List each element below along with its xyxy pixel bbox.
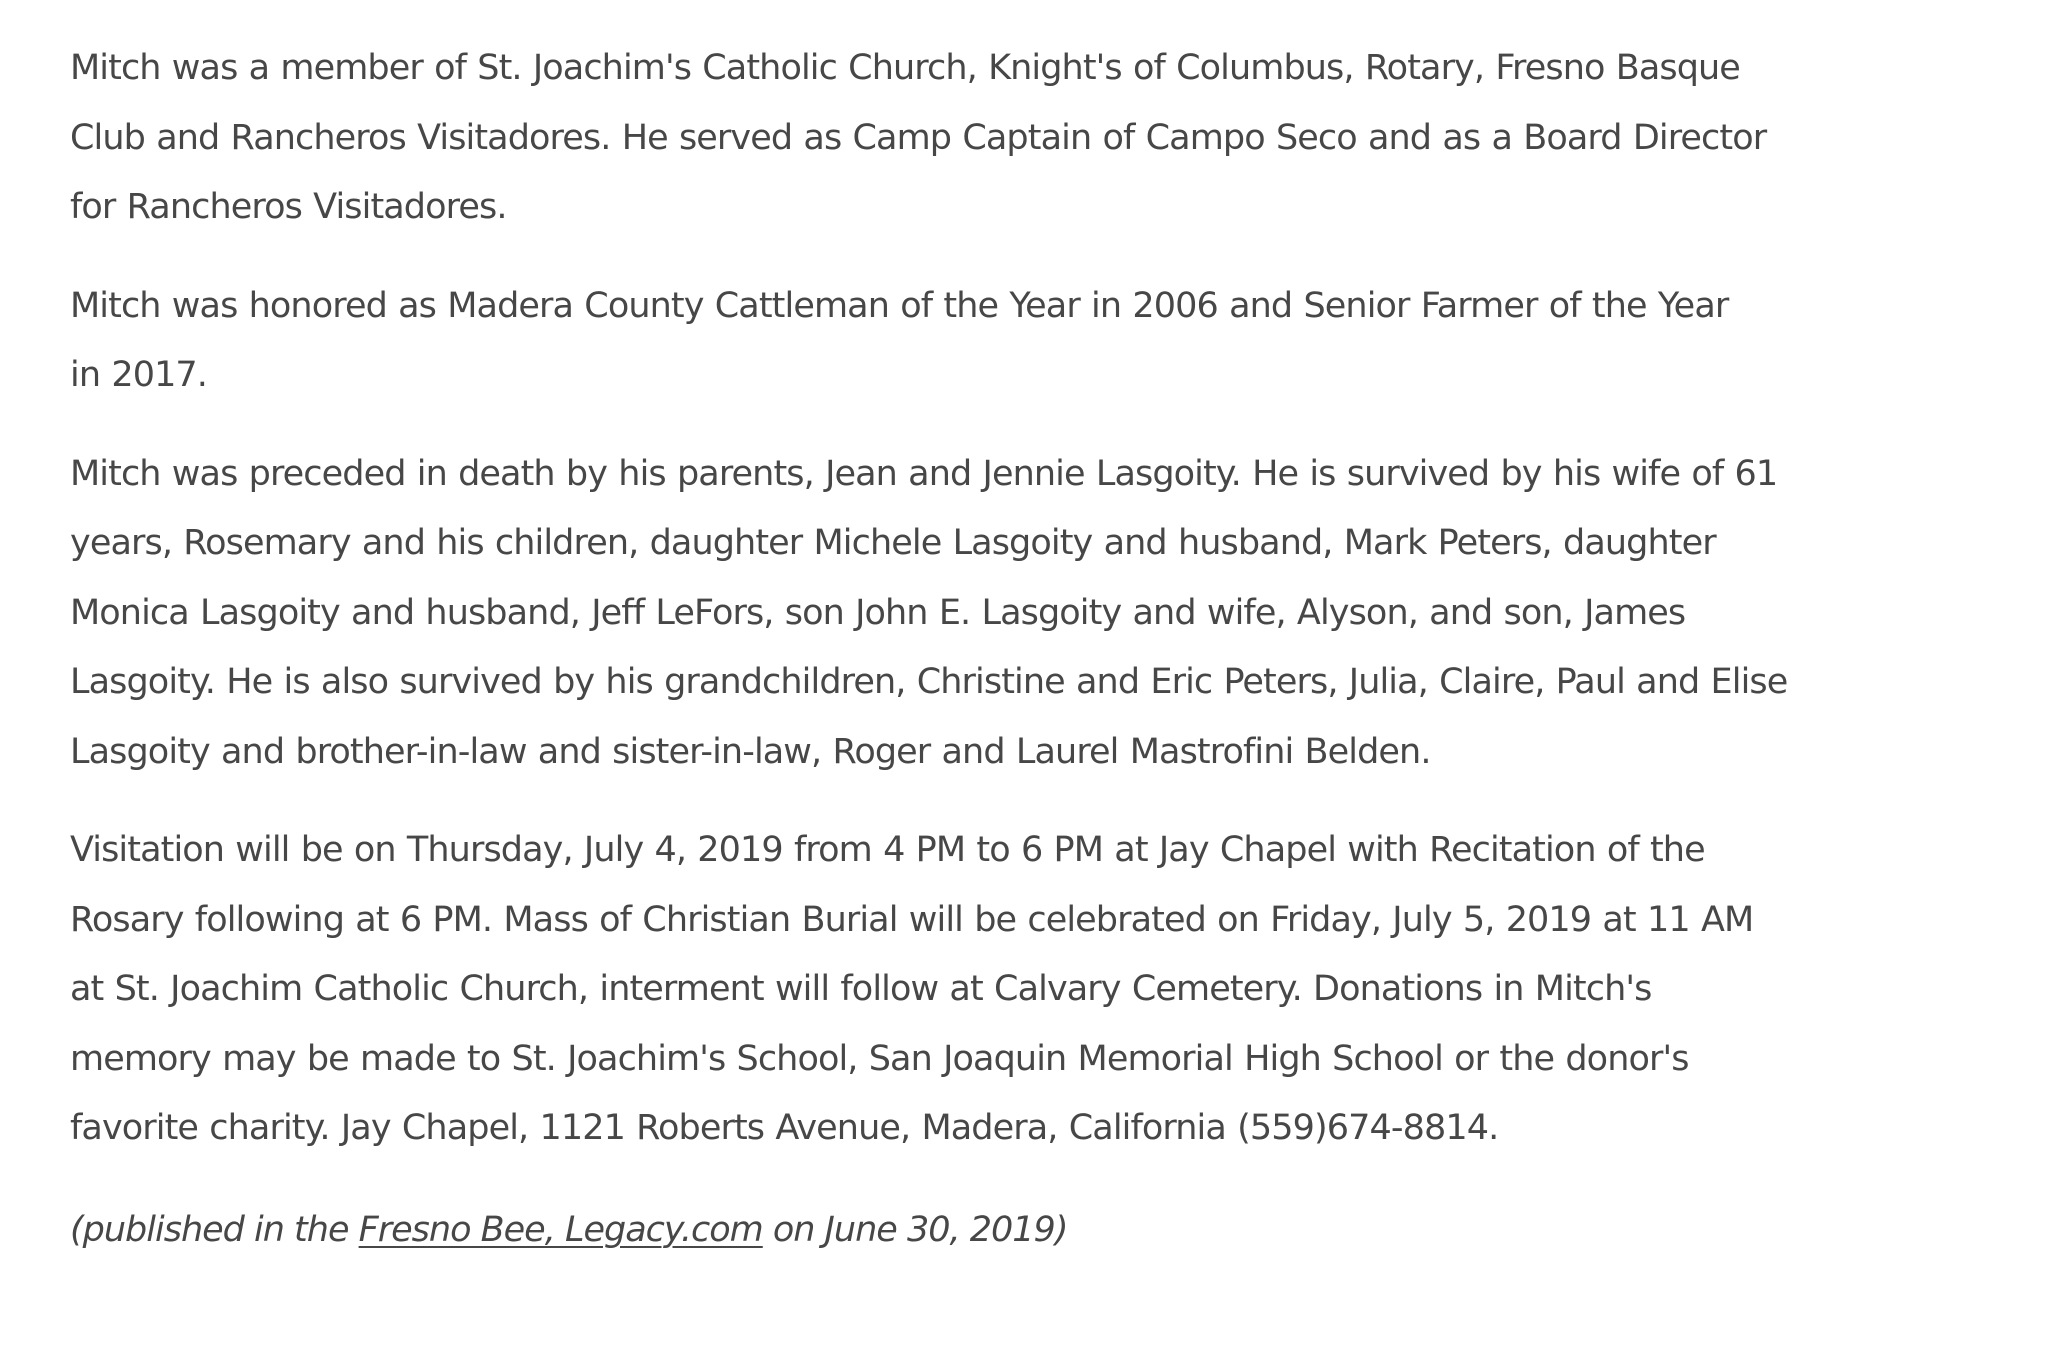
paragraph-family: [70, 440, 2040, 788]
text-line: Visitation will be on Thursday, July 4, 2019 from 4 PM to 6 PM at Jay Chapel with Recitation of the: [70, 830, 1705, 870]
text-line: memory may be made to St. Joachim's School, San Joaquin Memorial High School or the donor's: [70, 1038, 1689, 1079]
credit-sources-link[interactable]: Fresno Bee, Legacy.com: [358, 1209, 763, 1250]
text-line: years, Rosemary and his children, daughter Michele Lasgoity and husband, Mark Peters, daughter: [70, 523, 1716, 563]
text-line: at St. Joachim Catholic Church, interment will follow at Calvary Cemetery. Donations in Mitch's: [70, 969, 1652, 1009]
text-line: Mitch was a member of St. Joachim's Catholic Church, Knight's of Columbus, Rotary, Fresno Basque: [70, 48, 1740, 88]
text-line: in 2017.: [70, 355, 208, 395]
text-line: Lasgoity. He is also survived by his grandchildren, Christine and Eric Peters, Julia, Claire, Paul and Elise: [70, 662, 1788, 702]
credit-prefix: (published in the: [70, 1209, 359, 1250]
text-line: Mitch was honored as Madera County Cattleman of the Year in 2006 and Senior Farmer of the Year: [70, 285, 1729, 326]
text-line: Club and Rancheros Visitadores. He served as Camp Captain of Campo Seco and as a Board Director: [70, 117, 1767, 158]
text-line: for Rancheros Visitadores.: [70, 187, 507, 227]
paragraph-honors: [70, 272, 2040, 411]
text-line: Monica Lasgoity and husband, Jeff LeFors, son John E. Lasgoity and wife, Alyson, and son, James: [70, 592, 1686, 633]
paragraph-services: [70, 816, 2040, 1164]
text-line: Rosary following at 6 PM. Mass of Christian Burial will be celebrated on Friday, July 5, 2019 at 11 AM: [70, 899, 1754, 940]
text-line: Lasgoity and brother-in-law and sister-in-law, Roger and Laurel Mastrofini Belden.: [70, 731, 1431, 772]
text-line: favorite charity. Jay Chapel, 1121 Roberts Avenue, Madera, California (559)674-8814.: [70, 1108, 1499, 1148]
publication-credit: [70, 1196, 2040, 1266]
credit-suffix: on June 30, 2019): [762, 1209, 1068, 1250]
obituary-page: [70, 34, 2040, 1300]
paragraph-memberships: [70, 34, 2040, 243]
text-line: Mitch was preceded in death by his parents, Jean and Jennie Lasgoity. He is survived by his wife of 61: [70, 453, 1778, 494]
